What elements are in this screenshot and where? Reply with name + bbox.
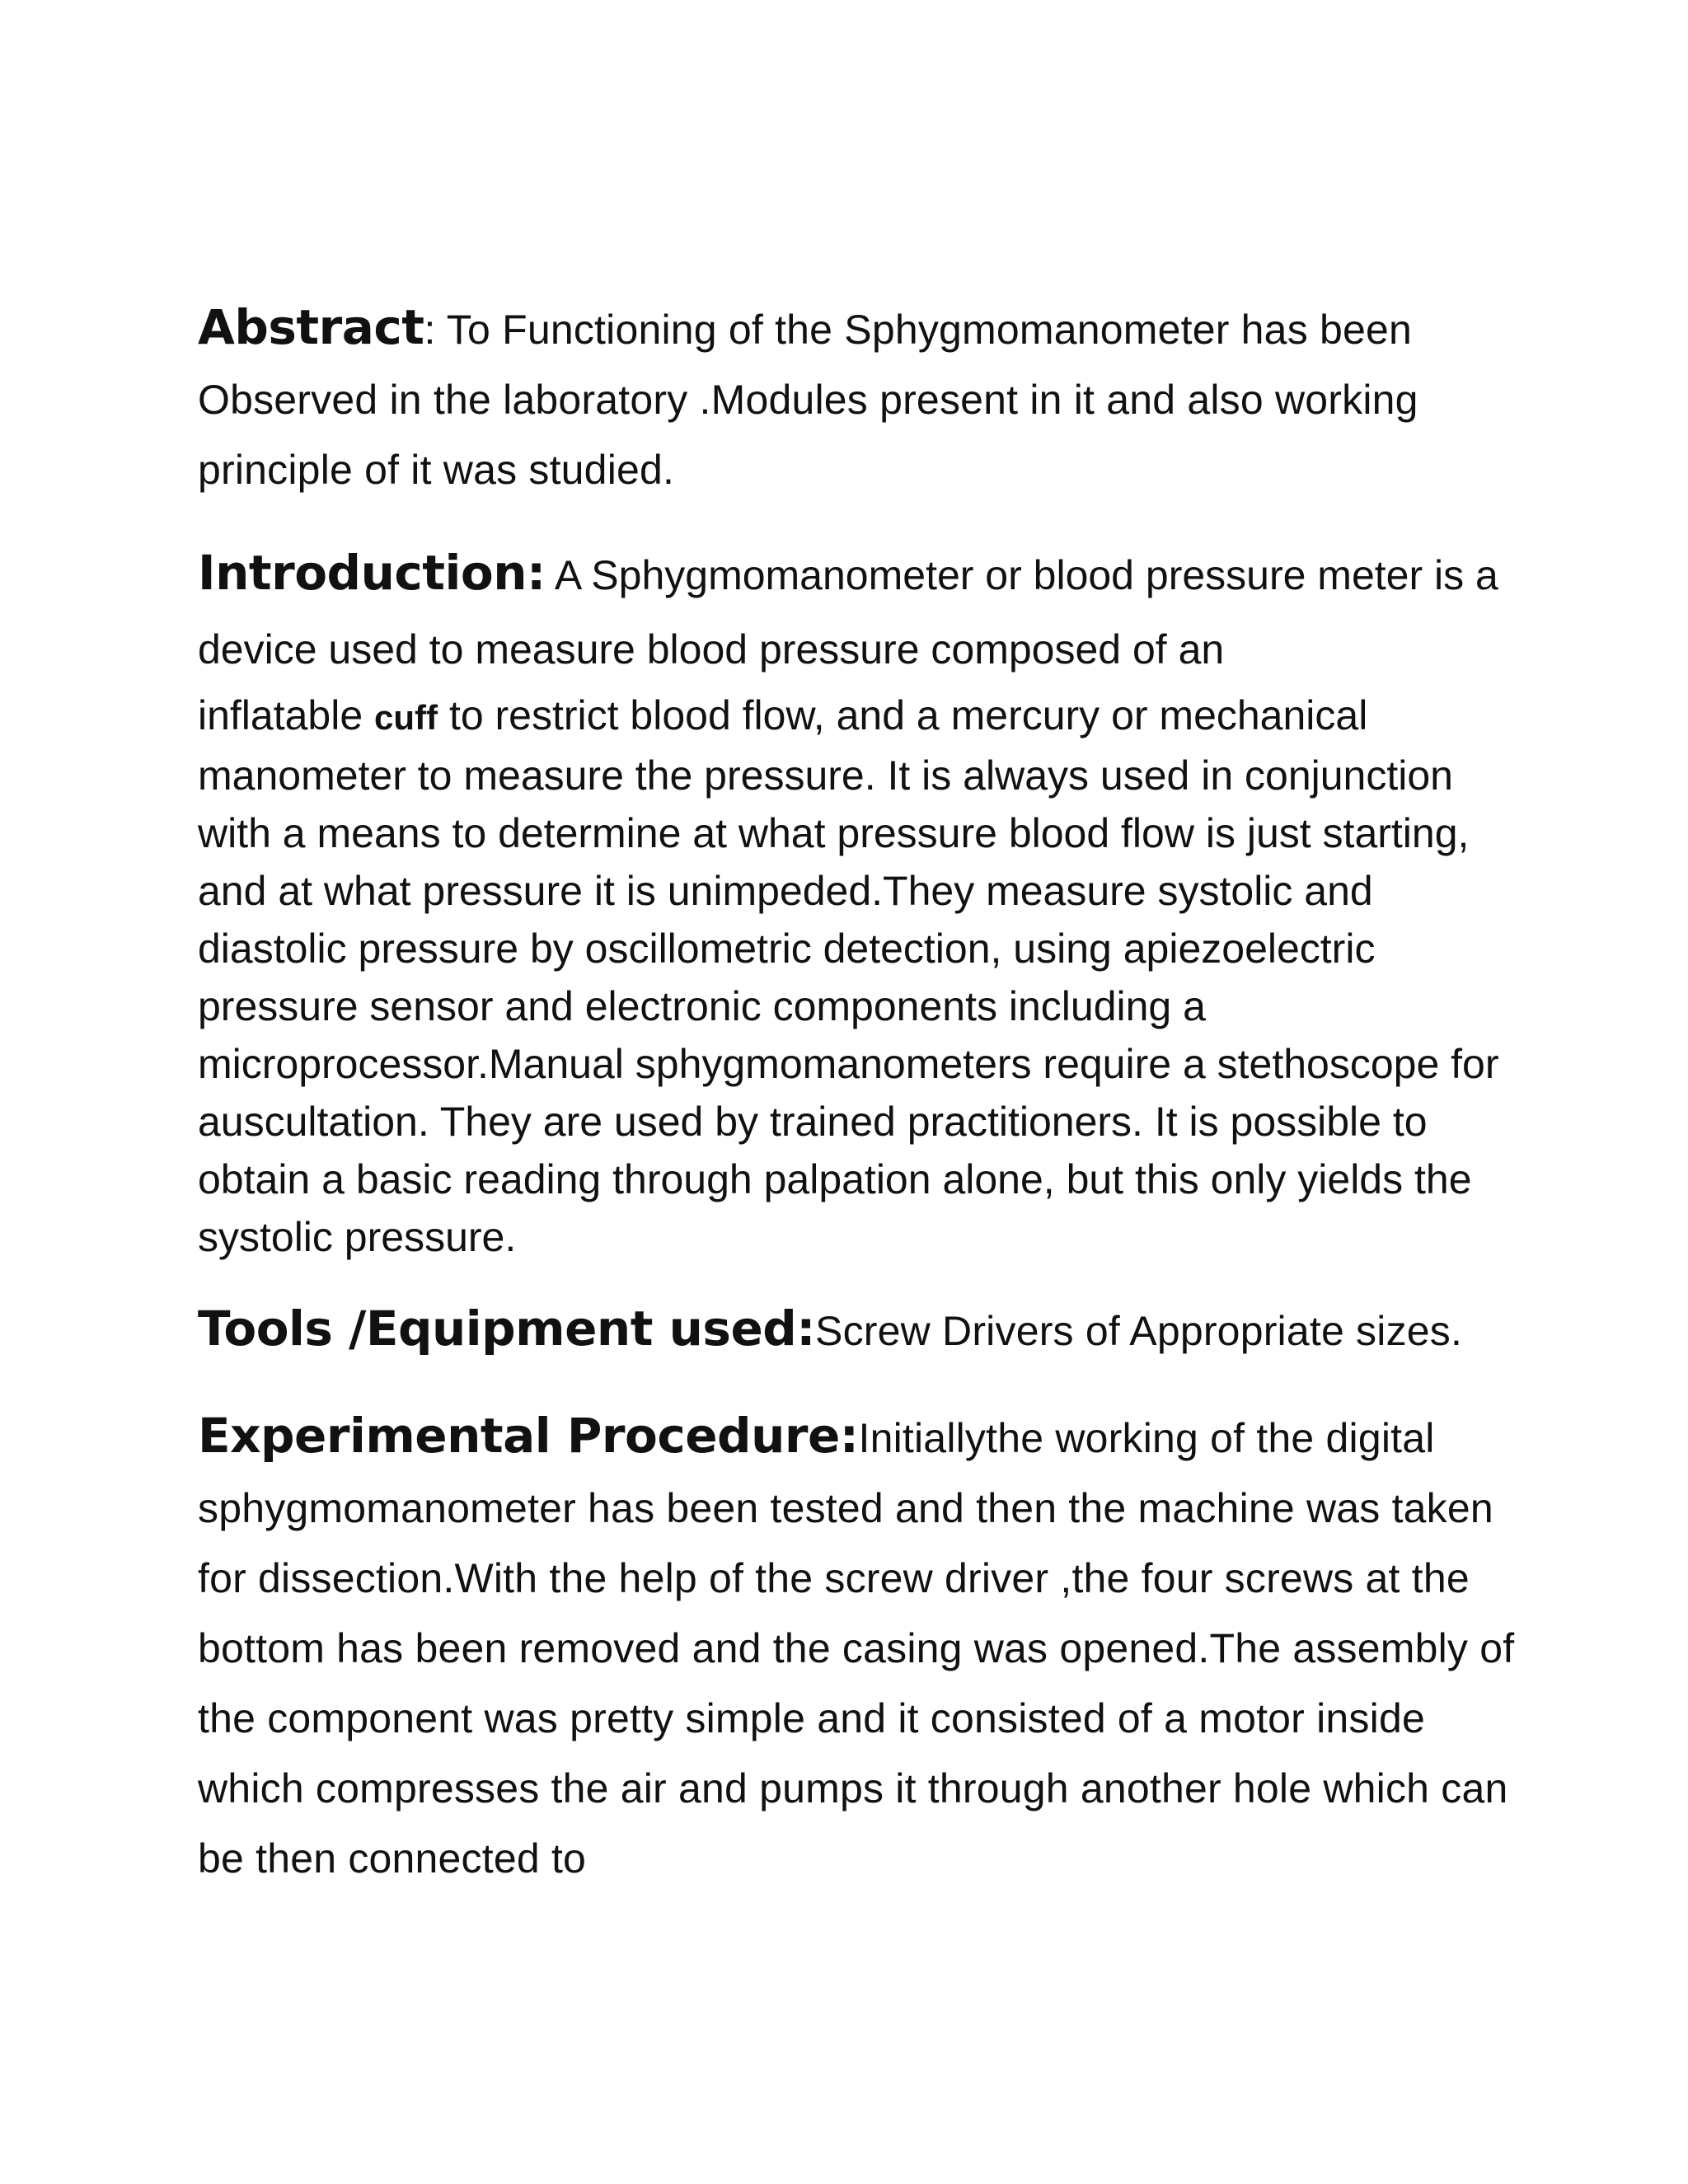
introduction-after-cuff: to restrict blood flow, and a mercury or mechanical manometer to measure the pressure. It is always used in conjunction with a means to determine at what pressure blood flow is just starting, and at what pressure it is unimpeded.They measure systolic and diastolic pressure by oscillometric detection, using apiezoelectric pressure sensor and electronic components including a microprocessor.Manual sphygmomanometers require a stethoscope for auscultation. They are used by trained practitioners. It is possible to obtain a basic reading through palpation alone, but this only yields the systolic pressure. xyxy=(198,692,1499,1260)
introduction-lead-line xyxy=(198,536,1533,687)
introduction-body xyxy=(198,687,1533,1266)
abstract-separator: : xyxy=(424,307,447,353)
procedure-heading: Experimental Procedure: xyxy=(198,1408,859,1464)
cuff-term: cuff xyxy=(374,698,438,737)
introduction-lead: A Sphygmomanometer or blood pressure meter is a device used to measure blood pressure composed of an xyxy=(198,552,1498,673)
introduction-paragraph xyxy=(198,536,1533,1266)
tools-body: Screw Drivers of Appropriate sizes. xyxy=(815,1308,1463,1354)
procedure-body: Initiallythe working of the digital sphygmomanometer has been tested and then the machine was taken for dissection.With the help of the screw driver ,the four screws at the bottom has been removed and the casing was opened.The assembly of the component was pretty simple and it consisted of a motor inside which compresses the air and pumps it through another hole which can be then connected to xyxy=(198,1415,1515,1882)
procedure-paragraph xyxy=(198,1401,1533,1894)
introduction-heading: Introduction: xyxy=(198,545,546,601)
tools-heading: Tools /Equipment used: xyxy=(198,1301,816,1357)
introduction-before-cuff: inflatable xyxy=(198,692,375,738)
abstract-body: To Functioning of the Sphygmomanometer has been Observed in the laboratory .Modules present in it and also working principle of it was studied. xyxy=(198,307,1418,493)
abstract-paragraph xyxy=(198,293,1533,505)
tools-paragraph xyxy=(198,1294,1533,1366)
abstract-heading: Abstract xyxy=(198,299,424,355)
